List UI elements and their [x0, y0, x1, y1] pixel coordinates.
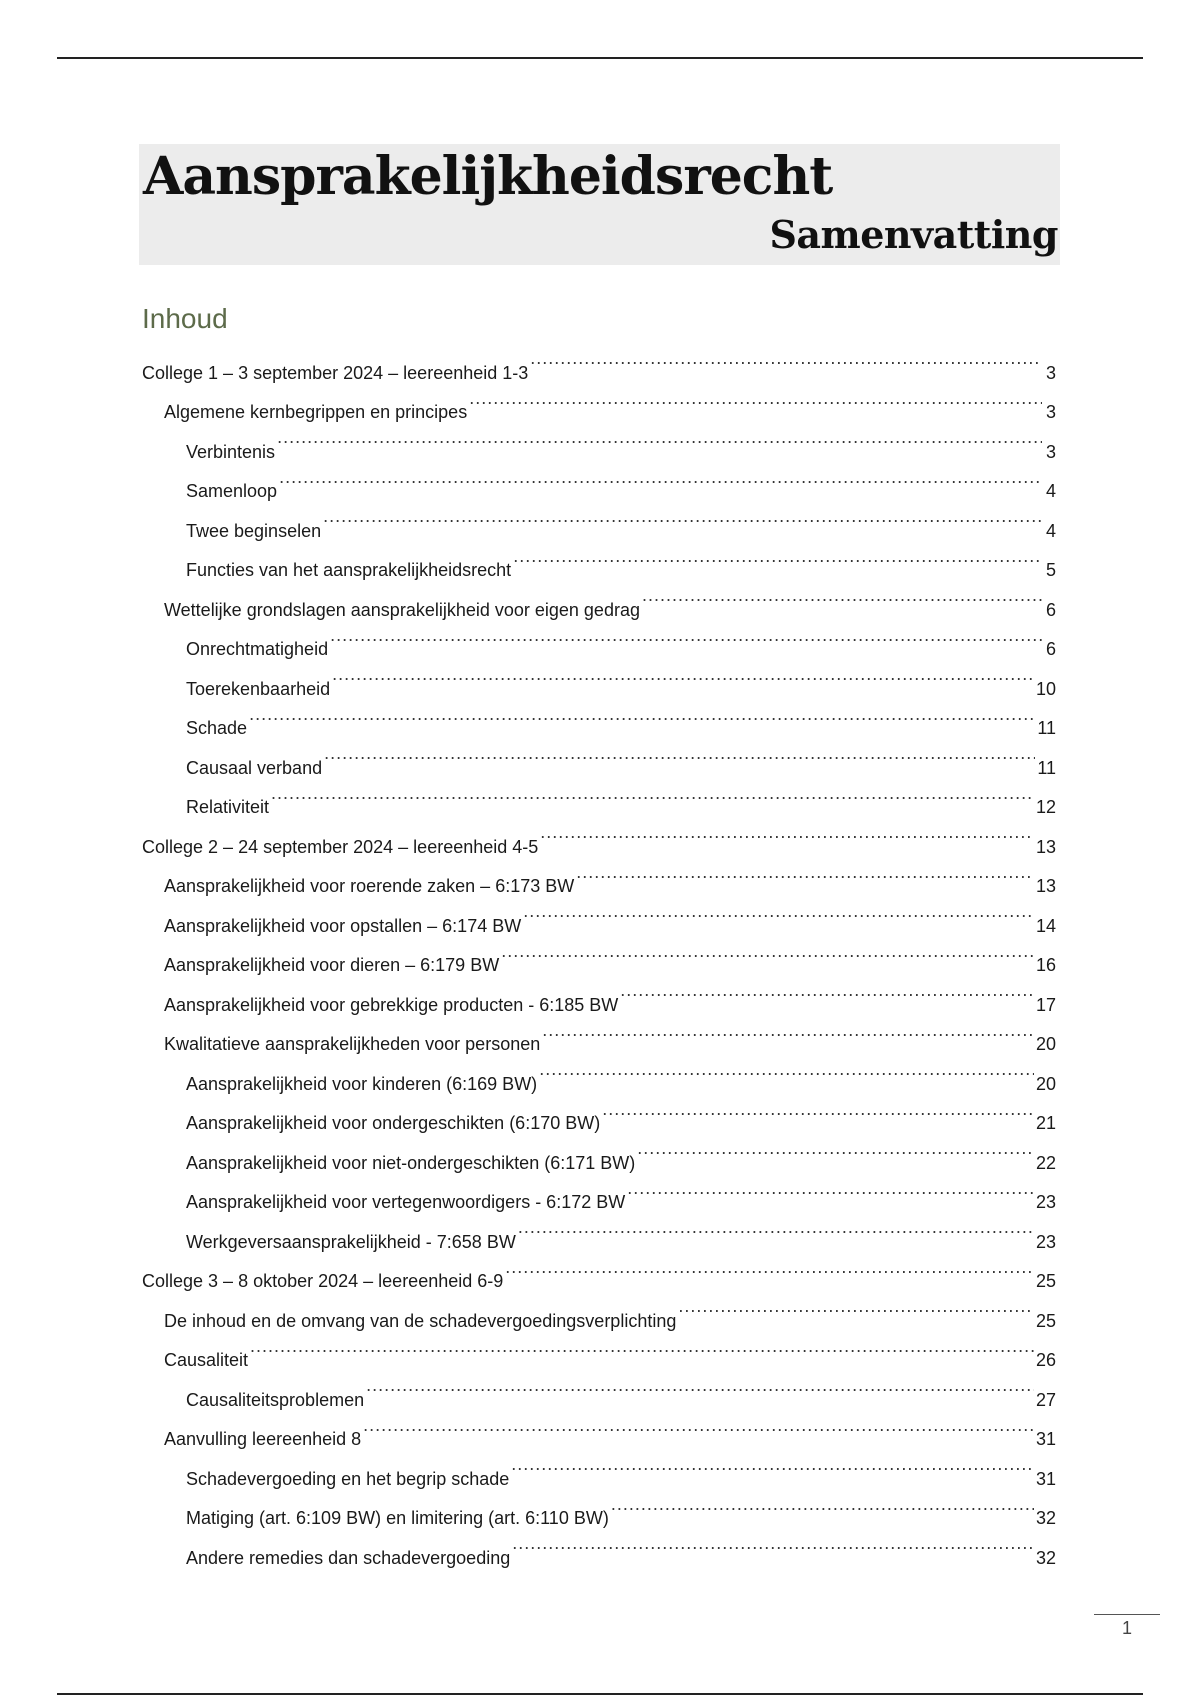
toc-entry[interactable] [142, 537, 1056, 580]
toc-entry-page: 3 [1045, 362, 1056, 383]
toc-entry-title: Aansprakelijkheid voor gebrekkige producten - 6:185 BW [164, 994, 619, 1015]
toc-entry-page: 3 [1045, 402, 1056, 422]
toc-dot-leader [540, 813, 1034, 853]
toc-entry-page: 25 [1035, 1310, 1056, 1331]
toc-entry-page: 13 [1035, 836, 1056, 857]
toc-dot-leader [279, 458, 1042, 498]
toc-entry-page: 11 [1037, 757, 1056, 778]
toc-dot-leader [277, 418, 1042, 458]
toc-entry[interactable] [142, 655, 1056, 699]
toc-entry-title: Matiging (art. 6:109 BW) en limitering (art. 6:110 BW) [186, 1508, 609, 1528]
toc-entry-title: Andere remedies dan schadevergoeding [186, 1547, 511, 1568]
page-number: 1 [1121, 1618, 1132, 1638]
toc-entry-page: 26 [1035, 1350, 1056, 1370]
footer-rule [57, 1693, 1143, 1695]
toc-entry[interactable] [142, 1090, 1056, 1133]
toc-entry[interactable] [142, 1011, 1056, 1054]
toc-entry[interactable] [142, 1366, 1056, 1410]
toc-entry[interactable] [142, 576, 1056, 620]
toc-entry-title: Aansprakelijkheid voor opstallen – 6:174 BW [164, 915, 522, 936]
document-title: Aansprakelijkheidsrecht [143, 146, 833, 207]
toc-entry-page: 20 [1035, 1073, 1056, 1094]
toc-entry-title: Schade [186, 718, 248, 738]
toc-entry-title: Werkgeversaansprakelijkheid - 7:658 BW [186, 1231, 516, 1252]
toc-entry-title: College 2 – 24 september 2024 – leereenheid 4-5 [142, 836, 539, 857]
toc-dot-leader [542, 1011, 1034, 1051]
toc-dot-leader [250, 1327, 1034, 1367]
toc-entry[interactable] [142, 853, 1056, 896]
toc-entry-title: College 3 – 8 oktober 2024 – leereenheid 6-9 [142, 1271, 504, 1291]
toc-entry-title: Twee beginselen [186, 520, 322, 541]
toc-entry-title: De inhoud en de omvang van de schadevergoedingsverplichting [164, 1310, 677, 1331]
toc-entry-page: 4 [1045, 520, 1056, 541]
document-subtitle: Samenvatting [769, 212, 1058, 257]
toc-entry-title: Verbintenis [186, 441, 276, 462]
toc-entry-title: Relativiteit [186, 797, 270, 817]
toc-entry[interactable] [142, 1485, 1056, 1528]
toc-dot-leader [602, 1090, 1034, 1130]
toc-dot-leader [332, 655, 1034, 695]
toc-entry-title: Aansprakelijkheid voor dieren – 6:179 BW [164, 955, 500, 975]
toc-dot-leader [637, 1129, 1034, 1169]
toc-entry-page: 6 [1045, 639, 1056, 659]
toc-dot-leader [249, 695, 1035, 735]
toc-entry-page: 3 [1045, 441, 1056, 462]
toc-dot-leader [469, 379, 1042, 419]
toc-entry-title: Aansprakelijkheid voor vertegenwoordigers - 6:172 BW [186, 1192, 626, 1212]
toc-entry[interactable] [142, 1327, 1056, 1370]
toc-dot-leader [642, 576, 1042, 616]
toc-entry-title: Schadevergoeding en het begrip schade [186, 1468, 510, 1489]
toc-entry-title: Aansprakelijkheid voor ondergeschikten (6:170 BW) [186, 1113, 601, 1133]
toc-entry-page: 21 [1035, 1113, 1056, 1133]
toc-entry-page: 25 [1035, 1271, 1056, 1291]
toc-entry-page: 14 [1035, 915, 1056, 936]
toc-dot-leader [518, 1208, 1034, 1248]
toc-dot-leader [530, 339, 1042, 379]
toc-dot-leader [271, 774, 1034, 814]
toc-dot-leader [505, 1248, 1034, 1288]
toc-entry-title: Samenloop [186, 481, 278, 501]
toc-entry[interactable] [142, 774, 1056, 817]
toc-dot-leader [678, 1287, 1034, 1327]
toc-dot-leader [576, 853, 1034, 893]
toc-entry[interactable] [142, 339, 1056, 383]
toc-entry[interactable] [142, 971, 1056, 1015]
toc-entry-title: Aansprakelijkheid voor kinderen (6:169 BW) [186, 1073, 538, 1094]
toc-entry[interactable] [142, 616, 1056, 659]
toc-entry[interactable] [142, 1287, 1056, 1331]
toc-entry-title: Wettelijke grondslagen aansprakelijkheid voor eigen gedrag [164, 599, 640, 620]
toc-dot-leader [324, 734, 1035, 774]
toc-entry-title: Causaliteitsproblemen [186, 1389, 365, 1410]
toc-entry[interactable] [142, 932, 1056, 975]
toc-entry-page: 12 [1035, 797, 1056, 817]
toc-dot-leader [366, 1366, 1034, 1406]
toc-entry[interactable] [142, 1050, 1056, 1094]
toc-dot-leader [501, 932, 1034, 972]
toc-dot-leader [620, 971, 1034, 1011]
toc-entry-page: 13 [1035, 876, 1056, 896]
toc-entry[interactable] [142, 497, 1056, 541]
toc-entry[interactable] [142, 892, 1056, 936]
toc-entry[interactable] [142, 1129, 1056, 1173]
toc-entry-title: Onrechtmatigheid [186, 639, 329, 659]
toc-dot-leader [323, 497, 1042, 537]
toc-entry[interactable] [142, 813, 1056, 857]
toc-entry-title: Aansprakelijkheid voor niet-ondergeschikten (6:171 BW) [186, 1152, 636, 1173]
toc-dot-leader [627, 1169, 1034, 1209]
toc-dot-leader [513, 537, 1042, 577]
title-block [139, 144, 1060, 265]
toc-entry-page: 22 [1035, 1152, 1056, 1173]
toc-entry-page: 31 [1035, 1429, 1056, 1449]
toc-dot-leader [511, 1445, 1034, 1485]
toc-entry[interactable] [142, 418, 1056, 462]
toc-entry-page: 6 [1045, 599, 1056, 620]
toc-dot-leader [611, 1485, 1034, 1525]
toc-entry-page: 27 [1035, 1389, 1056, 1410]
toc-entry-page: 32 [1035, 1547, 1056, 1568]
toc-entry-page: 32 [1035, 1508, 1056, 1528]
toc-entry-page: 23 [1035, 1192, 1056, 1212]
toc-entry[interactable] [142, 695, 1056, 738]
toc-entry[interactable] [142, 379, 1056, 422]
toc-entry-page: 23 [1035, 1231, 1056, 1252]
toc-dot-leader [363, 1406, 1034, 1446]
table-of-contents [142, 339, 1056, 1568]
toc-entry-title: Causaliteit [164, 1350, 249, 1370]
toc-entry-page: 10 [1035, 678, 1056, 699]
toc-entry-page: 5 [1045, 560, 1056, 580]
toc-entry-title: Kwalitatieve aansprakelijkheden voor personen [164, 1034, 541, 1054]
toc-entry-page: 16 [1035, 955, 1056, 975]
toc-entry-title: Toerekenbaarheid [186, 678, 331, 699]
toc-entry[interactable] [142, 734, 1056, 778]
toc-entry-title: Aanvulling leereenheid 8 [164, 1429, 362, 1449]
toc-entry-page: 4 [1045, 481, 1056, 501]
toc-entry-page: 20 [1035, 1034, 1056, 1054]
header-rule [57, 57, 1143, 59]
toc-heading: Inhoud [142, 303, 228, 334]
toc-entry-title: Aansprakelijkheid voor roerende zaken – 6:173 BW [164, 876, 575, 896]
toc-dot-leader [512, 1524, 1034, 1564]
toc-entry[interactable] [142, 458, 1056, 501]
toc-entry-page: 17 [1035, 994, 1056, 1015]
toc-entry[interactable] [142, 1524, 1056, 1568]
toc-entry[interactable] [142, 1208, 1056, 1252]
toc-dot-leader [539, 1050, 1034, 1090]
toc-dot-leader [330, 616, 1042, 656]
toc-entry-title: Functies van het aansprakelijkheidsrecht [186, 560, 512, 580]
toc-entry-title: College 1 – 3 september 2024 – leereenheid 1-3 [142, 362, 529, 383]
toc-entry[interactable] [142, 1406, 1056, 1449]
toc-entry-title: Causaal verband [186, 757, 323, 778]
page-number-rule [1094, 1614, 1160, 1615]
toc-entry-page: 31 [1035, 1468, 1056, 1489]
toc-entry-page: 11 [1037, 718, 1056, 738]
toc-entry[interactable] [142, 1169, 1056, 1212]
toc-entry[interactable] [142, 1445, 1056, 1489]
toc-entry[interactable] [142, 1248, 1056, 1291]
toc-dot-leader [523, 892, 1034, 932]
toc-entry-title: Algemene kernbegrippen en principes [164, 402, 468, 422]
